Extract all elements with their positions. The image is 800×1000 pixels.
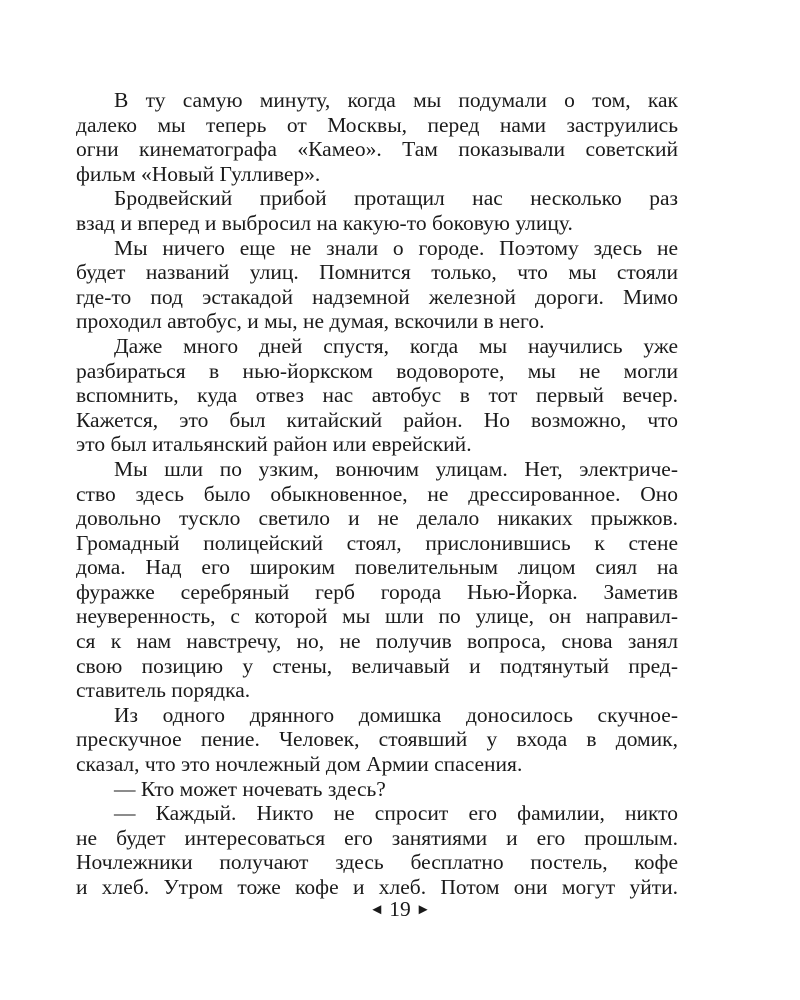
page-number: 19	[389, 897, 411, 921]
text-line: Громадный полицейский стоял, прислонившись к стене	[76, 530, 678, 555]
text-line: Из одного дрянного домишка доносилось скучное-	[114, 702, 678, 727]
right-ornament-icon: ►	[415, 902, 431, 918]
page-text	[76, 88, 678, 900]
text-line: фуражке серебряный герб города Нью-Йорка. Заметив	[76, 579, 678, 604]
text-line: не будет интересоваться его занятиями и его прошлым.	[76, 825, 678, 850]
text-line: это был итальянский район или еврейский.	[76, 432, 472, 457]
text-line: Даже много дней спустя, когда мы научились уже	[114, 333, 678, 358]
text-line: ставитель порядка.	[76, 678, 251, 703]
text-line: Мы ничего еще не знали о городе. Поэтому здесь не	[114, 235, 678, 260]
text-line: неуверенность, с которой мы шли по улице, он направил-	[76, 604, 678, 629]
text-line: ся к нам навстречу, но, не получив вопроса, снова занял	[76, 629, 678, 654]
text-line: и хлеб. Утром тоже кофе и хлеб. Потом они могут уйти.	[76, 875, 678, 899]
text-line: — Каждый. Никто не спросит его фамилии, никто	[114, 801, 678, 826]
text-line: Бродвейский прибой протащил нас несколько раз	[114, 186, 678, 211]
text-line: — Кто может ночевать здесь?	[114, 776, 386, 801]
text-line: сказал, что это ночлежный дом Армии спасения.	[76, 752, 523, 777]
text-line: свою позицию у стены, величавый и подтянутый пред-	[76, 653, 678, 678]
paragraph	[76, 801, 678, 899]
text-line: дома. Над его широким повелительным лицом сиял на	[76, 555, 678, 580]
text-line: далеко мы теперь от Москвы, перед нами заструились	[76, 112, 678, 137]
paragraph	[76, 334, 678, 457]
left-ornament-icon: ◄	[369, 902, 385, 918]
text-line: Ночлежники получают здесь бесплатно постель, кофе	[76, 850, 678, 875]
text-line: В ту самую минуту, когда мы подумали о том, как	[114, 88, 678, 112]
paragraph	[76, 186, 678, 235]
paragraph	[76, 703, 678, 777]
paragraph	[76, 457, 678, 703]
text-line: фильм «Новый Гулливер».	[76, 161, 321, 186]
text-line: огни кинематографа «Камео». Там показывали советский	[76, 137, 678, 162]
page-footer	[0, 896, 800, 923]
text-line: довольно тускло светило и не делало никаких прыжков.	[76, 506, 678, 531]
text-line: прескучное пение. Человек, стоявший у входа в домик,	[76, 727, 678, 752]
text-line: взад и вперед и выбросил на какую-то боковую улицу.	[76, 210, 573, 235]
text-line: ство здесь было обыкновенное, не дрессированное. Оно	[76, 481, 678, 506]
text-line: разбираться в нью-йоркском водовороте, мы не могли	[76, 358, 678, 383]
text-line: будет названий улиц. Помнится только, что мы стояли	[76, 260, 678, 285]
paragraph	[76, 777, 678, 802]
paragraph	[76, 236, 678, 334]
text-line: Кажется, это был китайский район. Но возможно, что	[76, 407, 678, 432]
paragraph	[76, 88, 678, 186]
text-line: вспомнить, куда отвез нас автобус в тот первый вечер.	[76, 383, 678, 408]
text-line: Мы шли по узким, вонючим улицам. Нет, электриче-	[114, 456, 678, 481]
text-line: проходил автобус, и мы, не думая, вскочили в него.	[76, 309, 545, 334]
text-line: где-то под эстакадой надземной железной дороги. Мимо	[76, 284, 678, 309]
